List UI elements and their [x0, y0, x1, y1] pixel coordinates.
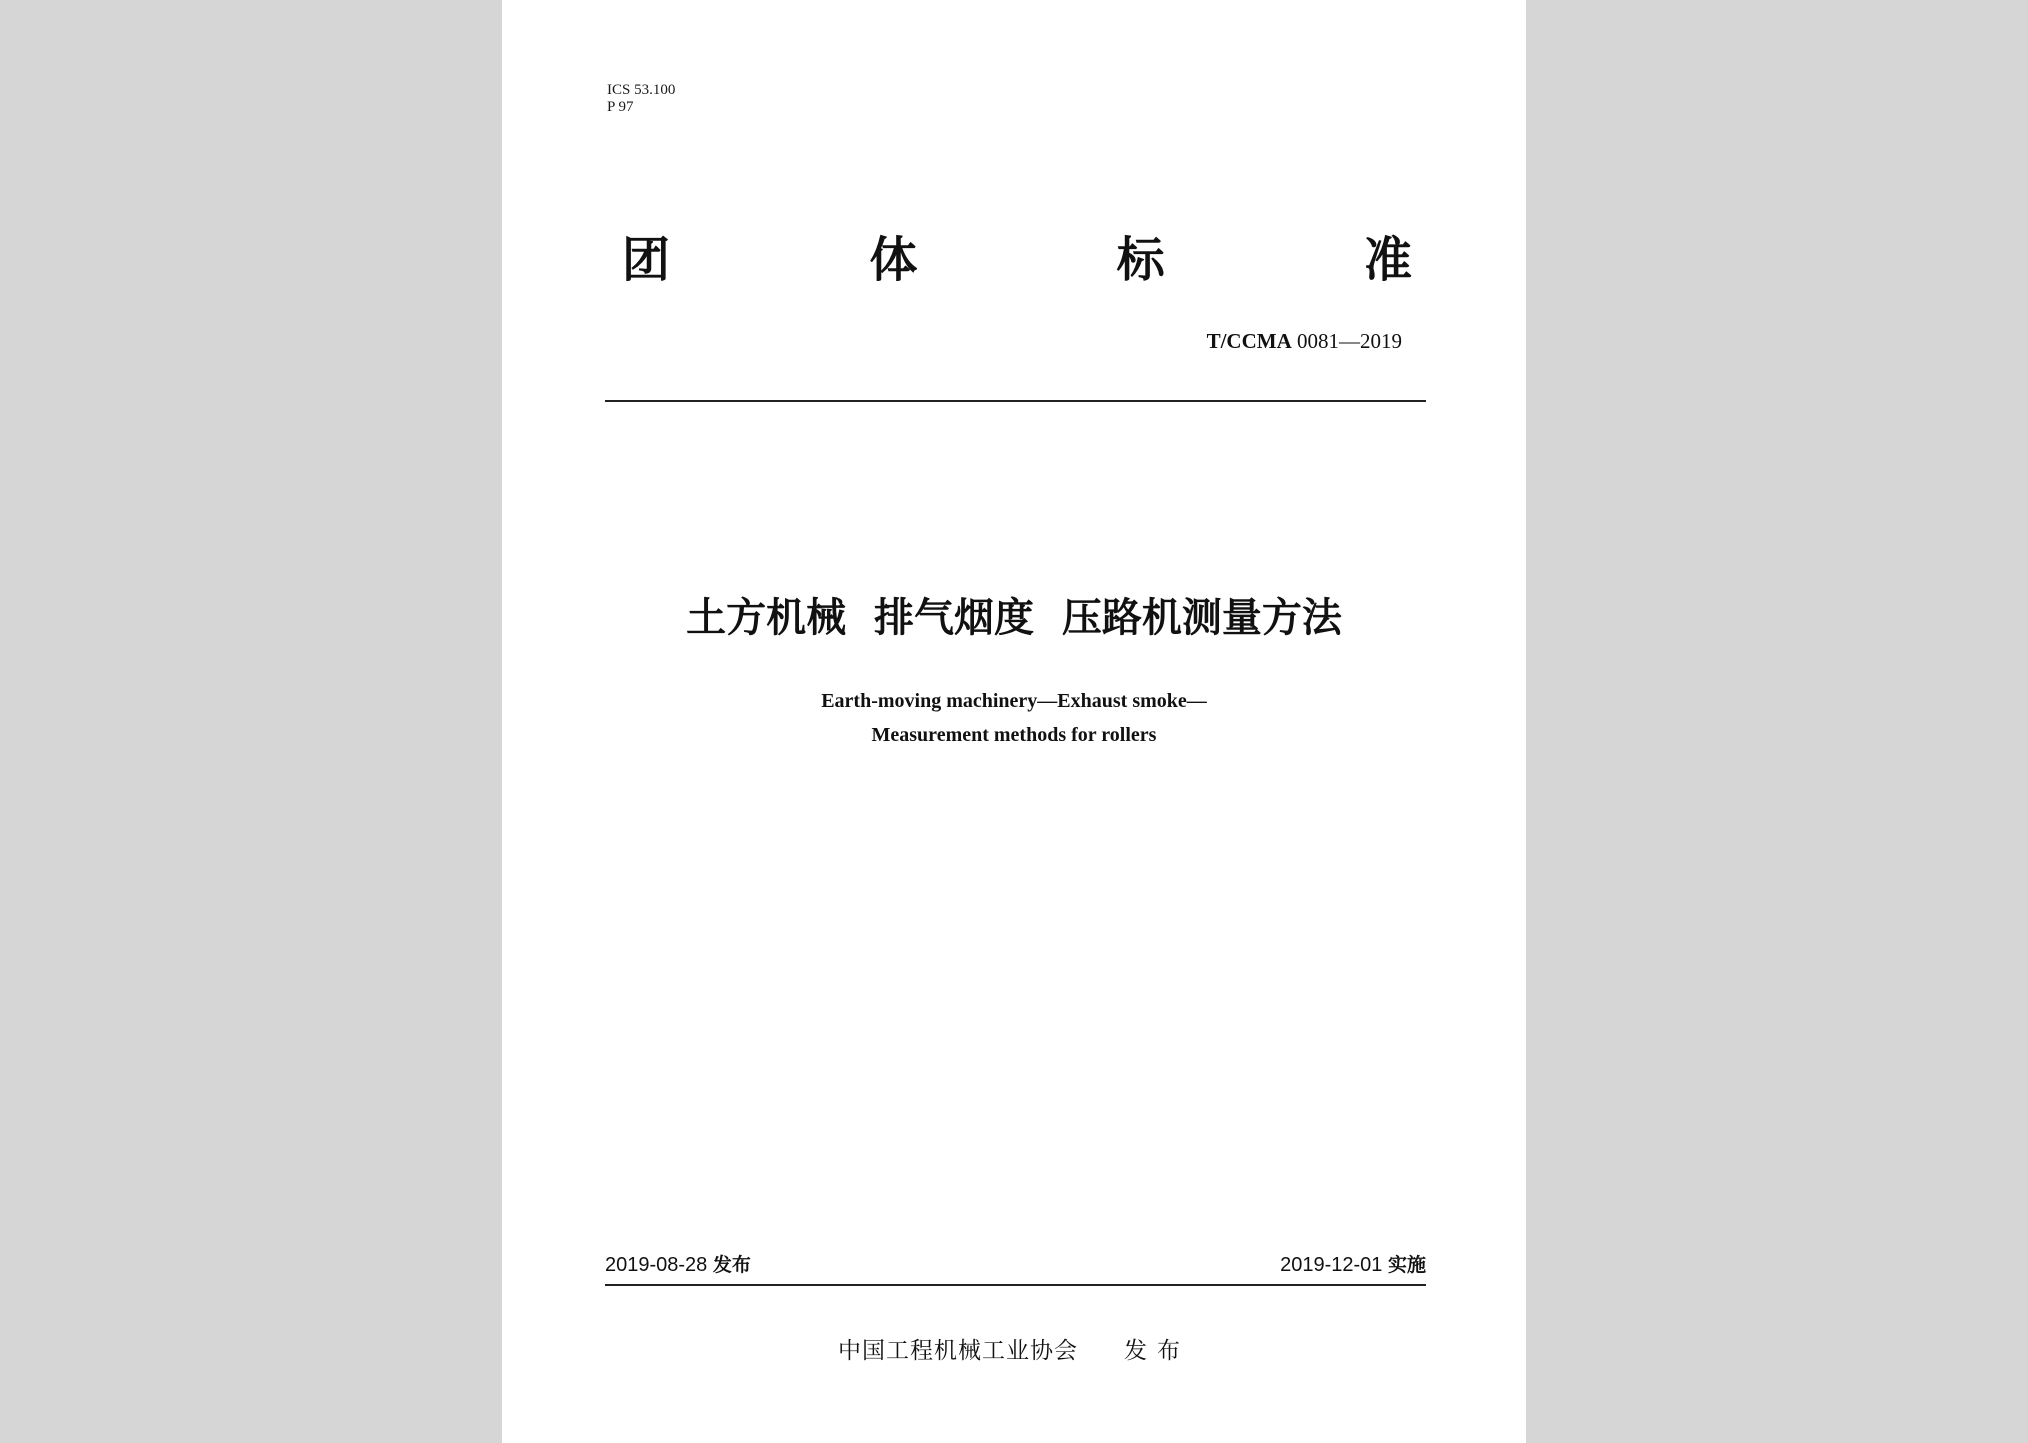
- issue-date: [605, 1252, 751, 1278]
- document-page: [502, 0, 1526, 1443]
- standard-code-prefix: T/CCMA: [1206, 329, 1292, 353]
- publisher-action: 发布: [1124, 1338, 1190, 1364]
- standard-type-char: 体: [869, 232, 918, 288]
- standard-code-number: 0081—2019: [1297, 329, 1402, 353]
- implementation-date: [1280, 1252, 1426, 1278]
- top-divider: [605, 400, 1426, 402]
- issue-date-label: 发布: [712, 1254, 751, 1276]
- ccs-code: P 97: [607, 99, 634, 115]
- implementation-date-value: 2019-12-01: [1280, 1254, 1383, 1276]
- title-english: [502, 684, 1526, 752]
- standard-code: [1207, 328, 1402, 354]
- title-english-line-1: Earth-moving machinery—Exhaust smoke—: [821, 690, 1207, 712]
- title-english-line-2: Measurement methods for rollers: [871, 724, 1157, 746]
- ics-code: ICS 53.100: [607, 82, 676, 98]
- standard-type-char: 标: [1116, 232, 1165, 288]
- standard-type-char: 团: [622, 232, 671, 288]
- standard-type-heading: [622, 228, 1412, 292]
- bottom-divider: [605, 1284, 1426, 1286]
- classification-codes: [607, 82, 675, 116]
- publisher-organization: 中国工程机械工业协会: [838, 1338, 1078, 1364]
- standard-type-char: 准: [1363, 232, 1412, 288]
- issue-date-value: 2019-08-28: [605, 1254, 708, 1276]
- implementation-date-label: 实施: [1387, 1254, 1426, 1276]
- title-chinese: 土方机械 排气烟度 压路机测量方法: [686, 595, 1342, 641]
- publisher-line: [502, 1336, 1526, 1366]
